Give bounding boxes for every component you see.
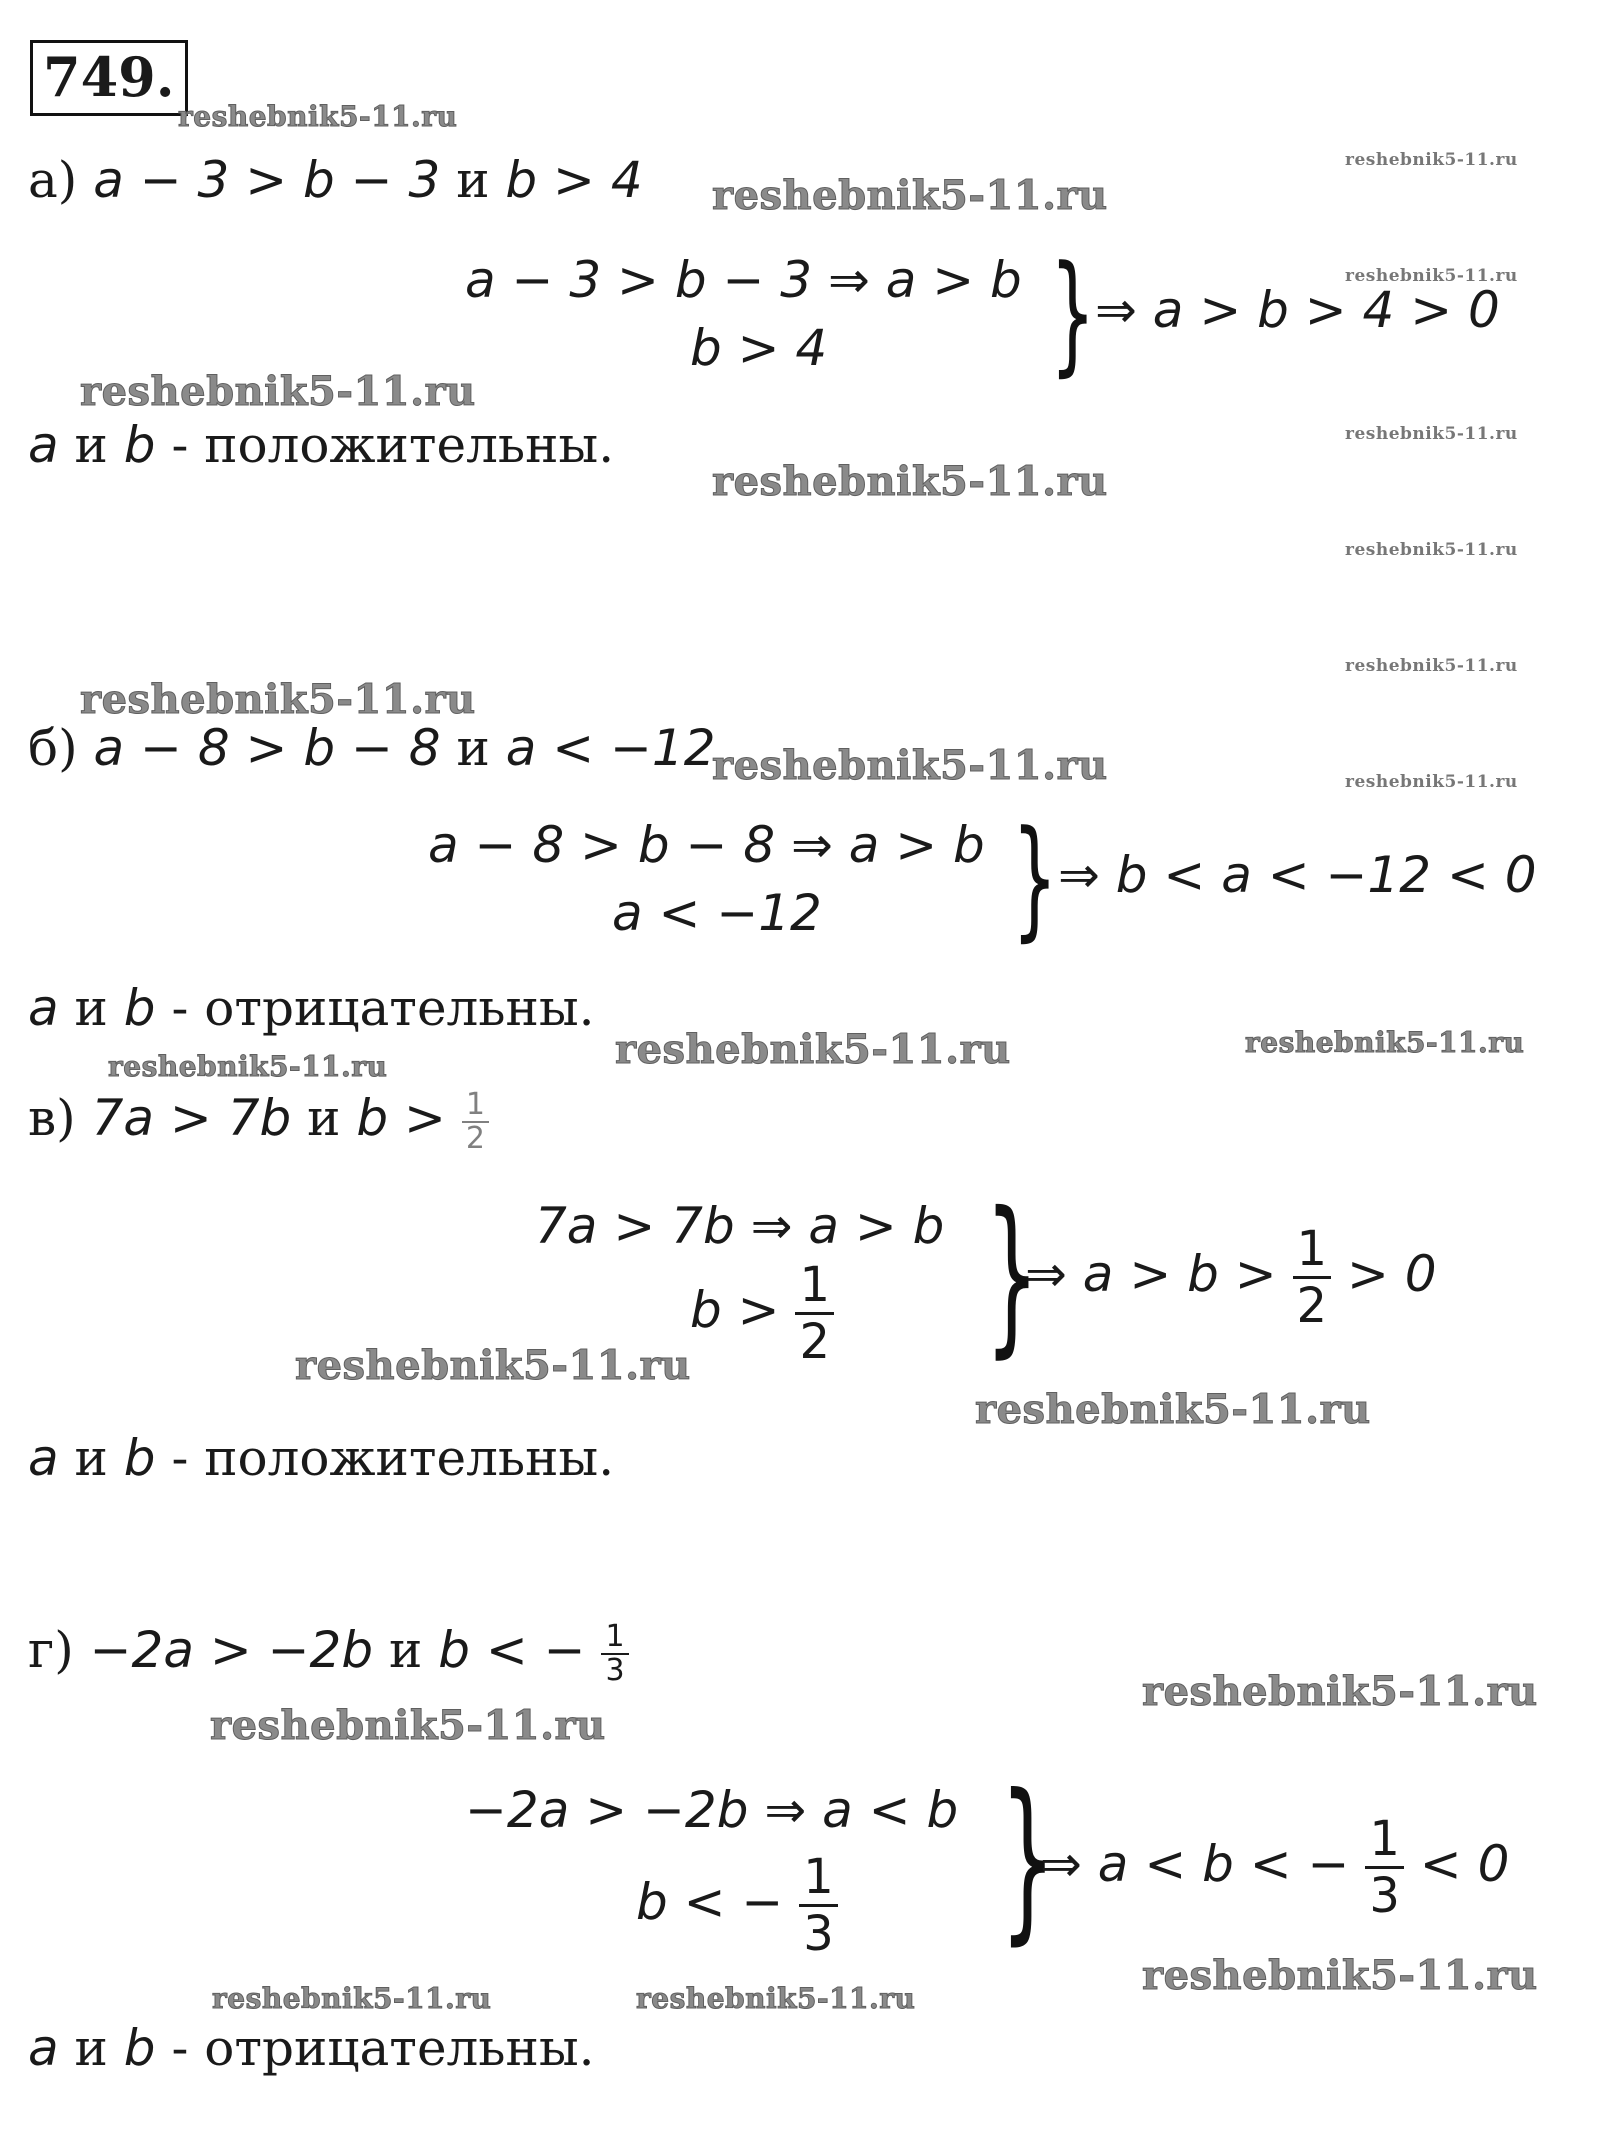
part-b-conclusion-b: b [123,979,156,1037]
part-c-conclusion-b: b [123,1429,156,1487]
watermark: reshebnik5-11.ru [1142,1668,1538,1715]
part-c-system-line-2-wrap [690,1258,834,1369]
part-c-conclusion [28,1428,614,1488]
part-d-conclusion [28,2018,595,2078]
watermark: reshebnik5-11.ru [975,1386,1371,1433]
part-d-cond-frac-num: 1 [605,1619,625,1654]
part-a-conclusion-text: - положительны. [171,416,615,474]
part-a-conclusion-a: a [28,416,59,474]
part-b-conj: и [456,719,490,777]
part-b-conclusion [28,978,595,1038]
watermark: reshebnik5-11.ru [1345,540,1518,560]
part-d-conclusion-a: a [28,2019,59,2077]
part-c-result [1025,1222,1437,1333]
part-d-cond-frac-den: 3 [601,1653,628,1687]
part-d-conclusion-text: - отрицательны. [171,2019,595,2077]
part-d-conj: и [389,1621,423,1679]
part-d-system-line-2: b < − [636,1873,784,1931]
watermark: reshebnik5-11.ru [615,1026,1011,1073]
part-b-label: б) [28,719,78,777]
part-b-conclusion-a: a [28,979,59,1037]
part-d-condition [28,1620,629,1687]
part-c-res-frac-num: 1 [1296,1221,1328,1277]
watermark: reshebnik5-11.ru [1345,266,1518,286]
part-a-system-line-2: b > 4 [690,319,828,377]
watermark: reshebnik5-11.ru [80,368,476,415]
watermark: reshebnik5-11.ru [1345,150,1518,170]
watermark: reshebnik5-11.ru [178,100,458,133]
part-d-system-fraction [799,1850,838,1961]
part-d-condition-fraction [601,1621,628,1687]
watermark: reshebnik5-11.ru [210,1702,606,1749]
part-b-condition [28,718,716,778]
watermark: reshebnik5-11.ru [295,1342,691,1389]
part-c-condition [28,1088,489,1155]
part-d-result [1040,1812,1509,1923]
part-a-conj: и [456,151,490,209]
part-a-condition [28,150,643,210]
watermark: reshebnik5-11.ru [1142,1952,1538,1999]
watermark: reshebnik5-11.ru [1345,656,1518,676]
part-a-condition-post: b > 4 [505,151,643,209]
part-a-result: ⇒ a > b > 4 > 0 [1095,281,1500,339]
watermark: reshebnik5-11.ru [80,676,476,723]
part-b-conclusion-text: - отрицательны. [171,979,595,1037]
part-b-conclusion-and: и [74,979,108,1037]
watermark: reshebnik5-11.ru [1345,424,1518,444]
part-c-conj: и [307,1089,341,1147]
part-b-condition-post: a < −12 [505,719,716,777]
part-b-result: ⇒ b < a < −12 < 0 [1058,846,1537,904]
part-d-conclusion-b: b [123,2019,156,2077]
part-a-system-line-1: a − 3 > b − 3 ⇒ a > b [465,251,1022,309]
part-d-condition-post: b < − [438,1621,586,1679]
part-c-system-line-2: b > [690,1281,780,1339]
watermark: reshebnik5-11.ru [712,172,1108,219]
part-d-sys-frac-den: 3 [799,1904,838,1961]
problem-number: 749. [30,40,188,116]
part-c-condition-post: b > [356,1089,446,1147]
watermark: reshebnik5-11.ru [108,1050,388,1083]
part-c-res-frac-den: 2 [1293,1276,1332,1333]
watermark: reshebnik5-11.ru [636,1982,916,2015]
part-c-brace: } [985,1176,1040,1374]
part-c-cond-frac-den: 2 [462,1121,489,1155]
part-a-condition-pre: a − 3 > b − 3 [93,151,441,209]
part-d-system-line-1: −2a > −2b ⇒ a < b [465,1781,959,1839]
watermark: reshebnik5-11.ru [712,742,1108,789]
part-d-res-frac-num: 1 [1369,1811,1400,1867]
part-c-system-line-1: 7a > 7b ⇒ a > b [535,1197,945,1255]
part-b-brace: } [1012,802,1058,954]
part-c-result-pre: ⇒ a > b > [1025,1245,1277,1303]
part-d-res-frac-den: 3 [1365,1866,1404,1923]
part-c-sys-frac-num: 1 [799,1257,830,1313]
part-a-brace: } [1050,237,1096,389]
part-c-label: в) [28,1089,76,1147]
part-a-conclusion [28,415,614,475]
watermark: reshebnik5-11.ru [1345,772,1518,792]
part-c-conclusion-a: a [28,1429,59,1487]
part-b-system-line-1: a − 8 > b − 8 ⇒ a > b [428,816,985,874]
part-c-conclusion-and: и [74,1429,108,1487]
part-d-result-pre: ⇒ a < b < − [1040,1835,1350,1893]
part-c-result-post: > 0 [1347,1245,1437,1303]
part-d-sys-frac-num: 1 [803,1849,834,1905]
part-b-system-line-2: a < −12 [612,884,822,942]
watermark: reshebnik5-11.ru [212,1982,492,2015]
part-c-sys-frac-den: 2 [795,1312,834,1369]
part-c-condition-fraction [462,1089,489,1155]
part-d-result-post: < 0 [1419,1835,1510,1893]
part-d-system-line-2-wrap [636,1850,838,1961]
part-d-label: г) [28,1621,74,1679]
part-d-brace: } [1000,1758,1056,1961]
part-d-condition-pre: −2a > −2b [89,1621,374,1679]
part-a-conclusion-b: b [123,416,156,474]
part-c-result-fraction [1293,1222,1332,1333]
part-c-condition-pre: 7a > 7b [91,1089,292,1147]
watermark: reshebnik5-11.ru [1245,1026,1525,1059]
part-c-conclusion-text: - положительны. [171,1429,615,1487]
watermark: reshebnik5-11.ru [712,458,1108,505]
part-d-result-fraction [1365,1812,1404,1923]
part-b-condition-pre: a − 8 > b − 8 [93,719,441,777]
part-c-system-fraction [795,1258,834,1369]
part-d-conclusion-and: и [74,2019,108,2077]
part-a-conclusion-and: и [74,416,108,474]
part-c-cond-frac-num: 1 [465,1087,485,1122]
part-a-label: а) [28,151,78,209]
